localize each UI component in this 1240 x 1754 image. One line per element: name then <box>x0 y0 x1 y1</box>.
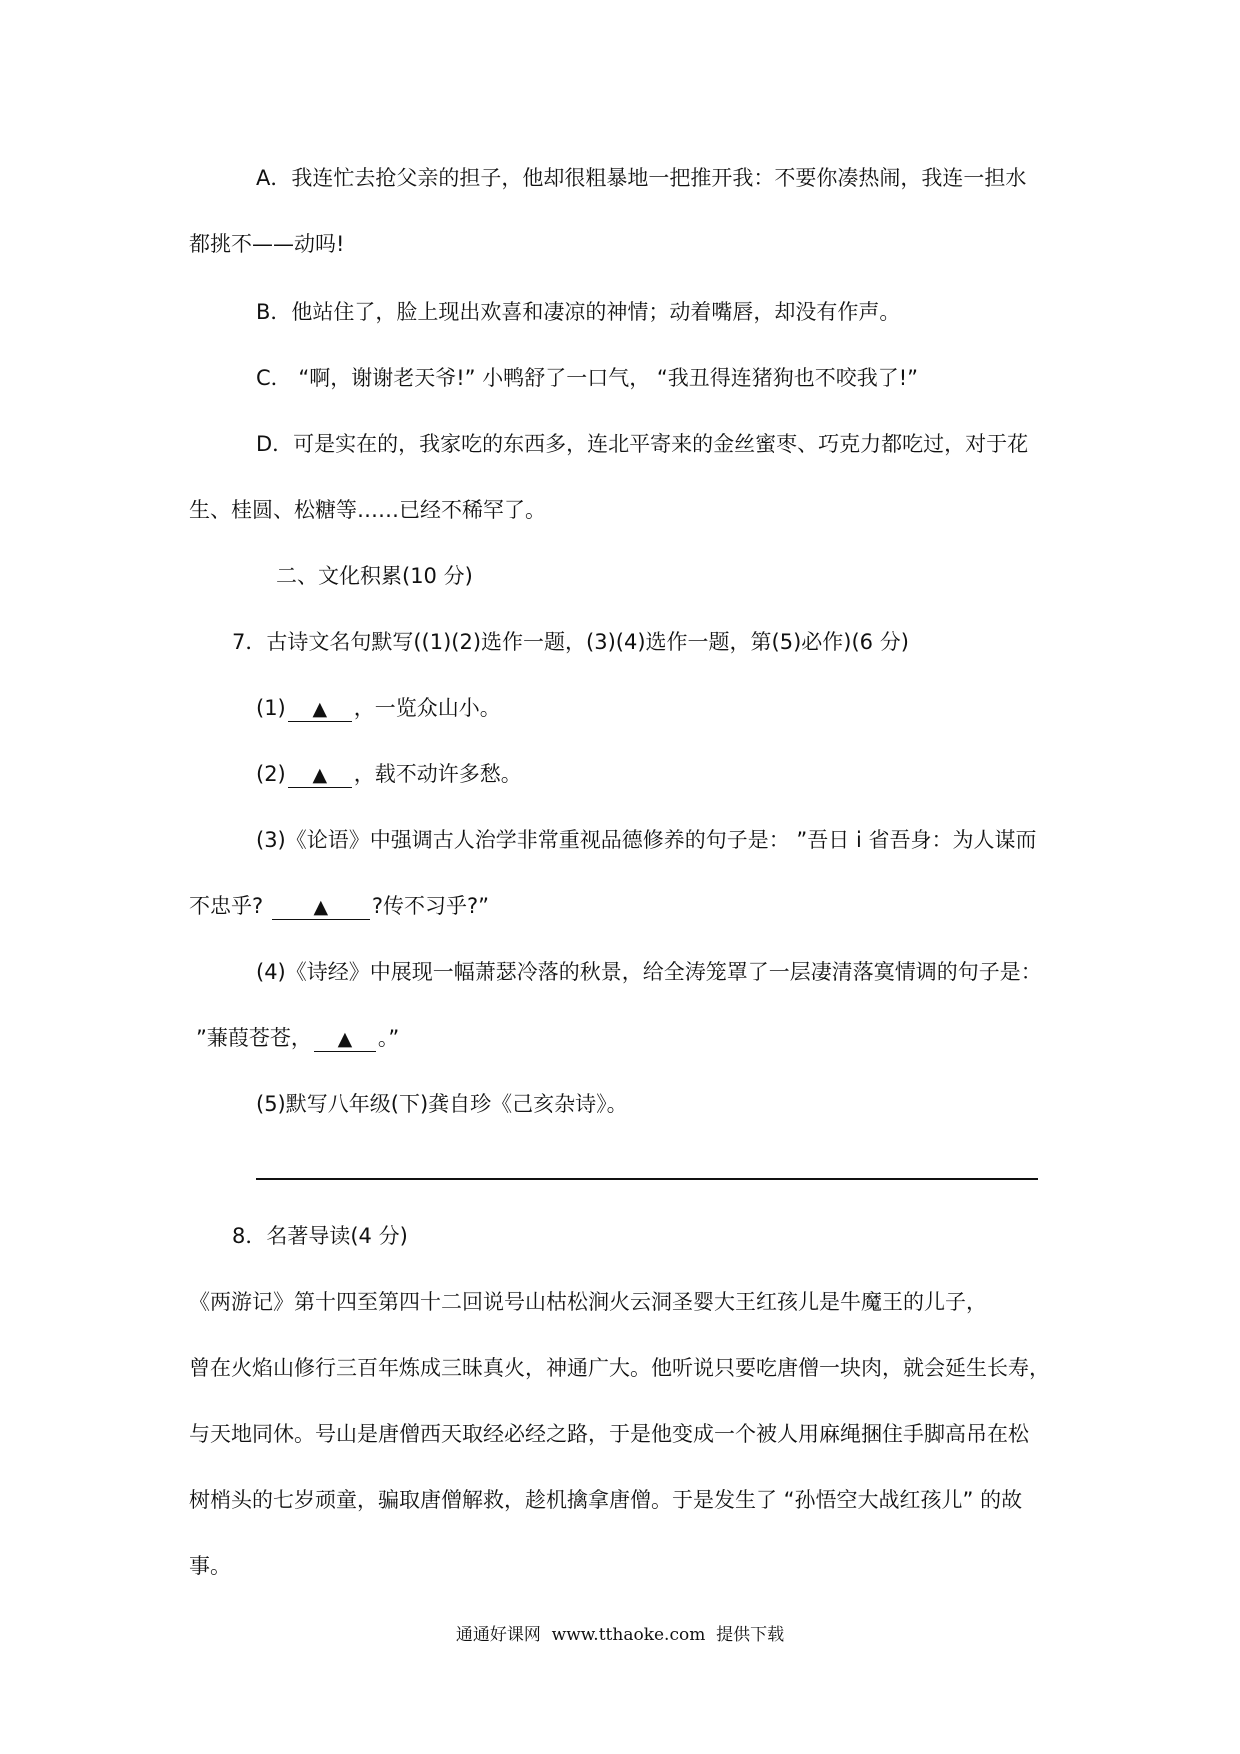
question-7-part-1 <box>256 693 501 723</box>
part-1-prefix: (1) <box>256 696 286 720</box>
fill-blank-3[interactable]: ▲ <box>272 895 370 920</box>
option-b: B．他站住了，脸上现出欢喜和凄凉的神情；动着嘴唇，却没有作声。 <box>256 300 901 324</box>
question-7-part-3-line1: (3)《论语》中强调古人治学非常重视品德修养的句子是： ”吾日 i 省吾身：为人谋而 <box>256 828 1037 852</box>
section-heading: 二、文化积累(10 分) <box>276 564 473 588</box>
question-7-part-3-line2 <box>189 891 489 921</box>
part-3-prefix: 不忠乎? <box>189 894 270 918</box>
question-7-title: 7．古诗文名句默写((1)(2)选作一题，(3)(4)选作一题，第(5)必作)(6 分) <box>232 630 909 654</box>
question-7-part-2 <box>256 759 522 789</box>
fill-blank-1[interactable]: ▲ <box>288 697 352 722</box>
passage-line-2: 曾在火焰山修行三百年炼成三昧真火，神通广大。他听说只要吃唐僧一块肉，就会延生长寿， <box>189 1356 1050 1380</box>
answer-line[interactable] <box>256 1178 1038 1180</box>
option-d-line2: 生、桂圆、松糖等……已经不稀罕了。 <box>189 498 546 522</box>
passage-line-1: 《两游记》第十四至第四十二回说号山枯松涧火云洞圣婴大王红孩儿是牛魔王的儿子， <box>189 1290 987 1314</box>
passage-line-5: 事。 <box>189 1554 231 1578</box>
question-7-part-4-line2 <box>196 1023 399 1053</box>
passage-line-4: 树梢头的七岁顽童，骗取唐僧解救，趁机擒拿唐僧。于是发生了 “孙悟空大战红孩儿” 的故 <box>189 1488 1023 1512</box>
passage-line-3: 与天地同休。号山是唐僧西天取经必经之路，于是他变成一个被人用麻绳捆住手脚高吊在松 <box>189 1422 1029 1446</box>
fill-blank-2[interactable]: ▲ <box>288 763 352 788</box>
option-a-line2: 都挑不——动吗! <box>189 232 345 256</box>
question-7-part-5: (5)默写八年级(下)龚自珍《己亥杂诗》。 <box>256 1092 628 1116</box>
part-2-prefix: (2) <box>256 762 286 786</box>
fill-blank-4[interactable]: ▲ <box>314 1027 376 1052</box>
part-4-prefix: ”蒹葭苍苍， <box>196 1026 312 1050</box>
part-2-suffix: ，载不动许多愁。 <box>353 762 522 786</box>
page-footer: 通通好课网 www.tthaoke.com 提供下载 <box>455 1625 785 1645</box>
part-1-suffix: ，一览众山小。 <box>353 696 501 720</box>
part-4-suffix: 。” <box>377 1026 400 1050</box>
option-d-line1: D．可是实在的，我家吃的东西多，连北平寄来的金丝蜜枣、巧克力都吃过，对于花 <box>256 432 1029 456</box>
question-7-part-4-line1: (4)《诗经》中展现一幅萧瑟冷落的秋景，给全涛笼罩了一层凄清落寞情调的句子是： <box>256 960 1042 984</box>
option-a-line1: A．我连忙去抢父亲的担子，他却很粗暴地一把推开我：不要你凑热闹，我连一担水 <box>256 166 1027 190</box>
option-c: C． “啊，谢谢老天爷!” 小鸭舒了一口气， “我丑得连猪狗也不咬我了!” <box>256 366 919 390</box>
question-8-title: 8．名著导读(4 分) <box>232 1224 408 1248</box>
part-3-suffix: ?传不习乎?” <box>371 894 489 918</box>
